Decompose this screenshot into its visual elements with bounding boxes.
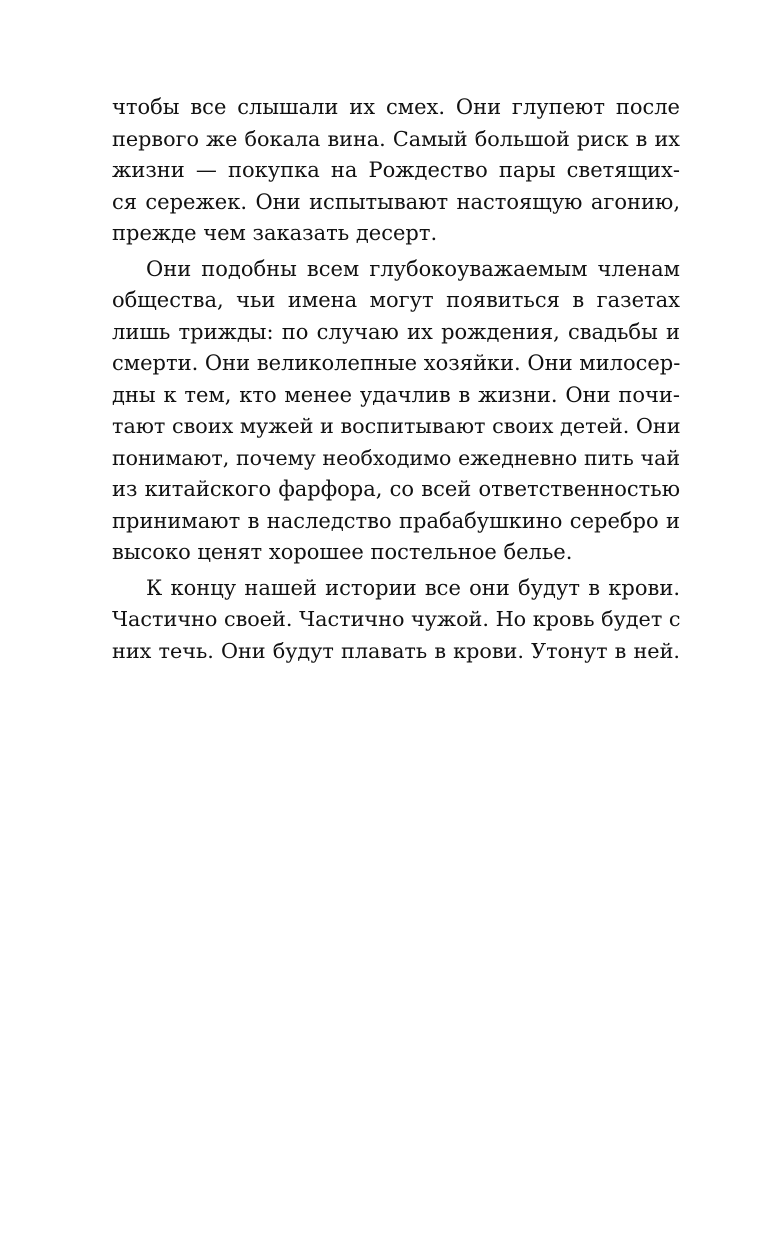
paragraph-line: них течь. Они будут плавать в крови. Утонут в ней.: [112, 638, 680, 663]
paragraph-3: [112, 573, 680, 668]
paragraph-line: смерти. Они великолепные хозяйки. Они милосер-: [112, 351, 681, 375]
paragraph-line: первого же бокала вина. Самый большой риск в их: [112, 126, 680, 151]
paragraph-line: дны к тем, кто менее удачлив в жизни. Они почи-: [112, 382, 680, 407]
paragraph-line: общества, чьи имена могут появиться в газетах: [112, 288, 680, 312]
paragraph-line: К концу нашей истории все они будут в крови.: [146, 575, 680, 600]
paragraph-line: принимают в наследство прабабушкино серебро и: [112, 508, 680, 533]
paragraph-line: жизни — покупка на Рождество пары светящих-: [112, 158, 680, 182]
body-text: [112, 92, 680, 667]
paragraph-1: [112, 92, 680, 250]
paragraph-line: понимают, почему необходимо ежедневно пить чай: [112, 445, 680, 470]
paragraph-line: из китайского фарфора, со всей ответственностью: [112, 477, 680, 501]
paragraph-line: Они подобны всем глубокоуважаемым членам: [146, 256, 680, 281]
paragraph-line: тают своих мужей и воспитывают своих детей. Они: [112, 414, 681, 438]
paragraph-line: высоко ценят хорошее постельное белье.: [112, 540, 573, 564]
paragraph-line: Частично своей. Частично чужой. Но кровь будет с: [112, 607, 681, 631]
paragraph-2: [112, 254, 680, 569]
paragraph-line: прежде чем заказать десерт.: [112, 221, 438, 245]
paragraph-line: чтобы все слышали их смех. Они глупеют после: [112, 95, 680, 119]
paragraph-line: лишь трижды: по случаю их рождения, свадьбы и: [112, 319, 680, 344]
paragraph-line: ся сережек. Они испытывают настоящую агонию,: [112, 189, 680, 214]
